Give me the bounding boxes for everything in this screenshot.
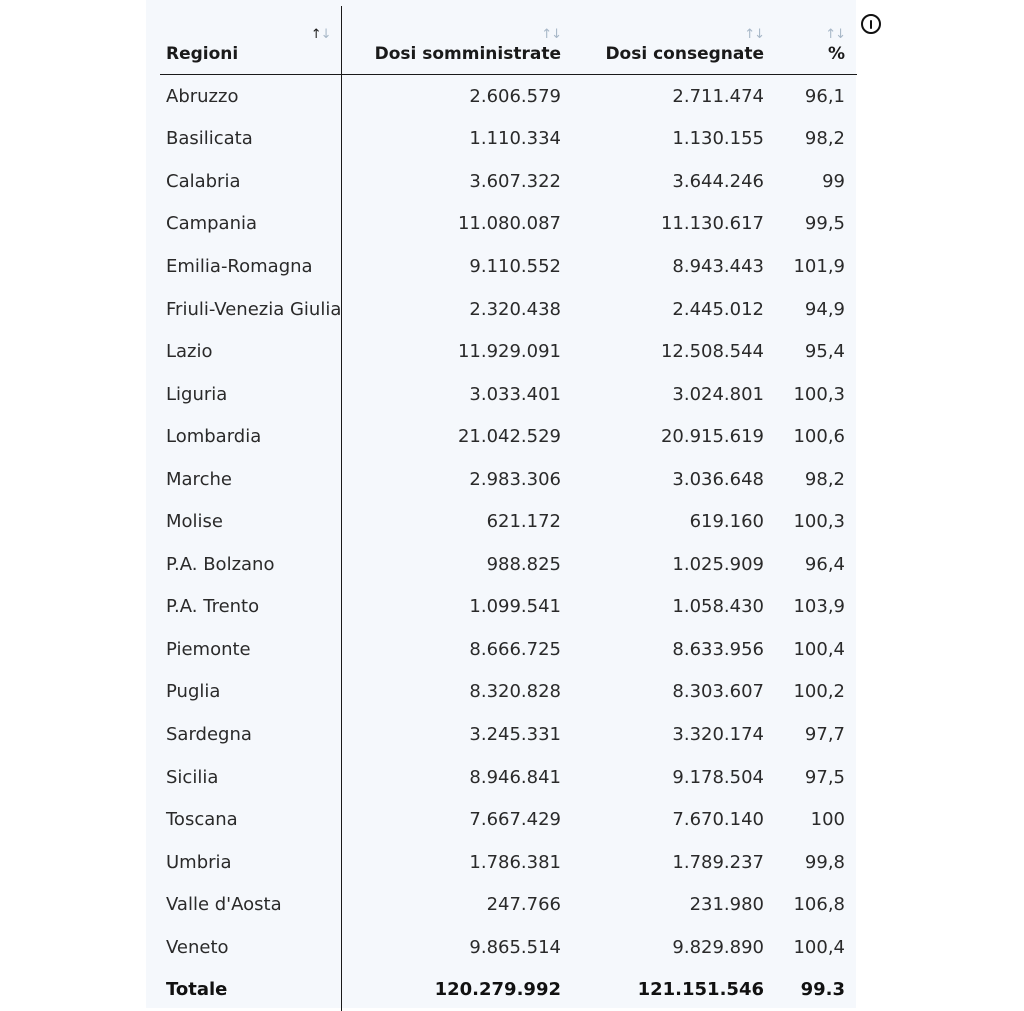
cell-region: Liguria [160,373,341,416]
cell-percent: 96,4 [776,543,857,586]
cell-percent: 99 [776,160,857,203]
cell-dosi-consegnate: 7.670.140 [573,798,776,841]
table-row [160,543,857,586]
cell-dosi-somministrate: 2.320.438 [341,288,573,331]
total-cell-dosi-consegnate: 121.151.546 [573,968,776,1011]
cell-dosi-somministrate: 2.606.579 [341,75,573,118]
cell-percent: 100,3 [776,500,857,543]
cell-region: Toscana [160,798,341,841]
vaccine-doses-table [160,6,857,1011]
column-header-regioni[interactable] [160,6,341,75]
cell-dosi-somministrate: 3.607.322 [341,160,573,203]
cell-region: Sardegna [160,713,341,756]
cell-dosi-somministrate: 7.667.429 [341,798,573,841]
cell-region: Lazio [160,330,341,373]
cell-dosi-consegnate: 2.711.474 [573,75,776,118]
cell-dosi-somministrate: 8.666.725 [341,628,573,671]
table-row [160,713,857,756]
cell-region: Abruzzo [160,75,341,118]
cell-region: P.A. Bolzano [160,543,341,586]
cell-region: Sicilia [160,756,341,799]
table-row [160,415,857,458]
cell-dosi-somministrate: 247.766 [341,883,573,926]
cell-region: Umbria [160,841,341,884]
cell-dosi-consegnate: 1.025.909 [573,543,776,586]
table-row [160,883,857,926]
table-row [160,118,857,161]
cell-dosi-somministrate: 8.946.841 [341,756,573,799]
table-row [160,75,857,118]
cell-percent: 99,8 [776,841,857,884]
cell-dosi-somministrate: 1.110.334 [341,118,573,161]
cell-region: Molise [160,500,341,543]
cell-dosi-consegnate: 12.508.544 [573,330,776,373]
total-cell-region: Totale [160,968,341,1011]
cell-dosi-somministrate: 21.042.529 [341,415,573,458]
cell-dosi-somministrate: 3.245.331 [341,713,573,756]
cell-dosi-consegnate: 231.980 [573,883,776,926]
table-row [160,841,857,884]
cell-region: Friuli-Venezia Giulia [160,288,341,331]
cell-percent: 94,9 [776,288,857,331]
cell-percent: 100,3 [776,373,857,416]
table-row [160,500,857,543]
table-row [160,926,857,969]
column-header-label: % [828,44,845,64]
cell-region: Campania [160,203,341,246]
table-row [160,671,857,714]
column-header-label: Dosi consegnate [605,44,764,64]
cell-percent: 96,1 [776,75,857,118]
cell-dosi-somministrate: 11.929.091 [341,330,573,373]
table-row [160,458,857,501]
cell-dosi-consegnate: 20.915.619 [573,415,776,458]
cell-dosi-somministrate: 1.786.381 [341,841,573,884]
cell-percent: 100,4 [776,926,857,969]
column-header-dosi-consegnate[interactable] [573,6,776,75]
cell-region: Marche [160,458,341,501]
cell-dosi-somministrate: 11.080.087 [341,203,573,246]
cell-percent: 100,6 [776,415,857,458]
cell-percent: 97,5 [776,756,857,799]
cell-dosi-consegnate: 9.178.504 [573,756,776,799]
cell-dosi-consegnate: 2.445.012 [573,288,776,331]
cell-dosi-consegnate: 8.633.956 [573,628,776,671]
sort-arrows-icon[interactable]: ↑↓ [166,28,341,42]
cell-region: Puglia [160,671,341,714]
cell-dosi-consegnate: 1.058.430 [573,586,776,629]
column-header-label: Dosi somministrate [375,44,561,64]
cell-dosi-consegnate: 11.130.617 [573,203,776,246]
cell-percent: 106,8 [776,883,857,926]
cell-dosi-somministrate: 1.099.541 [341,586,573,629]
cell-percent: 98,2 [776,458,857,501]
cell-region: Piemonte [160,628,341,671]
cell-dosi-somministrate: 9.110.552 [341,245,573,288]
cell-dosi-consegnate: 8.303.607 [573,671,776,714]
cell-region: Calabria [160,160,341,203]
cell-dosi-somministrate: 8.320.828 [341,671,573,714]
cell-region: Lombardia [160,415,341,458]
cell-region: Veneto [160,926,341,969]
cell-dosi-somministrate: 3.033.401 [341,373,573,416]
total-cell-dosi-somministrate: 120.279.992 [341,968,573,1011]
table-row [160,288,857,331]
cell-dosi-consegnate: 3.320.174 [573,713,776,756]
table-header-row [160,6,857,75]
cell-percent: 103,9 [776,586,857,629]
column-header-dosi-somministrate[interactable] [341,6,573,75]
cell-dosi-consegnate: 9.829.890 [573,926,776,969]
cell-dosi-consegnate: 1.130.155 [573,118,776,161]
cell-dosi-somministrate: 988.825 [341,543,573,586]
sort-arrows-icon[interactable]: ↑↓ [342,28,562,42]
table-total-row [160,968,857,1011]
cell-percent: 100 [776,798,857,841]
cell-dosi-consegnate: 3.024.801 [573,373,776,416]
total-cell-percent: 99.3 [776,968,857,1011]
cell-percent: 101,9 [776,245,857,288]
table-row [160,203,857,246]
table-row [160,160,857,203]
table-row [160,330,857,373]
column-header-label: Regioni [166,44,238,64]
table-row [160,798,857,841]
cell-percent: 99,5 [776,203,857,246]
cell-percent: 95,4 [776,330,857,373]
cell-percent: 98,2 [776,118,857,161]
cell-dosi-somministrate: 9.865.514 [341,926,573,969]
info-icon[interactable] [861,14,881,34]
cell-dosi-consegnate: 8.943.443 [573,245,776,288]
cell-dosi-consegnate: 1.789.237 [573,841,776,884]
cell-percent: 100,4 [776,628,857,671]
cell-dosi-consegnate: 3.036.648 [573,458,776,501]
table-body [160,75,857,1011]
cell-region: P.A. Trento [160,586,341,629]
cell-percent: 97,7 [776,713,857,756]
cell-dosi-somministrate: 621.172 [341,500,573,543]
cell-dosi-somministrate: 2.983.306 [341,458,573,501]
cell-region: Basilicata [160,118,341,161]
table-row [160,586,857,629]
table-row [160,756,857,799]
cell-dosi-consegnate: 3.644.246 [573,160,776,203]
table-row [160,245,857,288]
cell-percent: 100,2 [776,671,857,714]
table-row [160,628,857,671]
cell-dosi-consegnate: 619.160 [573,500,776,543]
sort-arrows-icon[interactable]: ↑↓ [573,28,764,42]
cell-region: Emilia-Romagna [160,245,341,288]
column-header-percent[interactable] [776,6,857,75]
sort-arrows-icon[interactable]: ↑↓ [776,28,845,42]
table-row [160,373,857,416]
cell-region: Valle d'Aosta [160,883,341,926]
